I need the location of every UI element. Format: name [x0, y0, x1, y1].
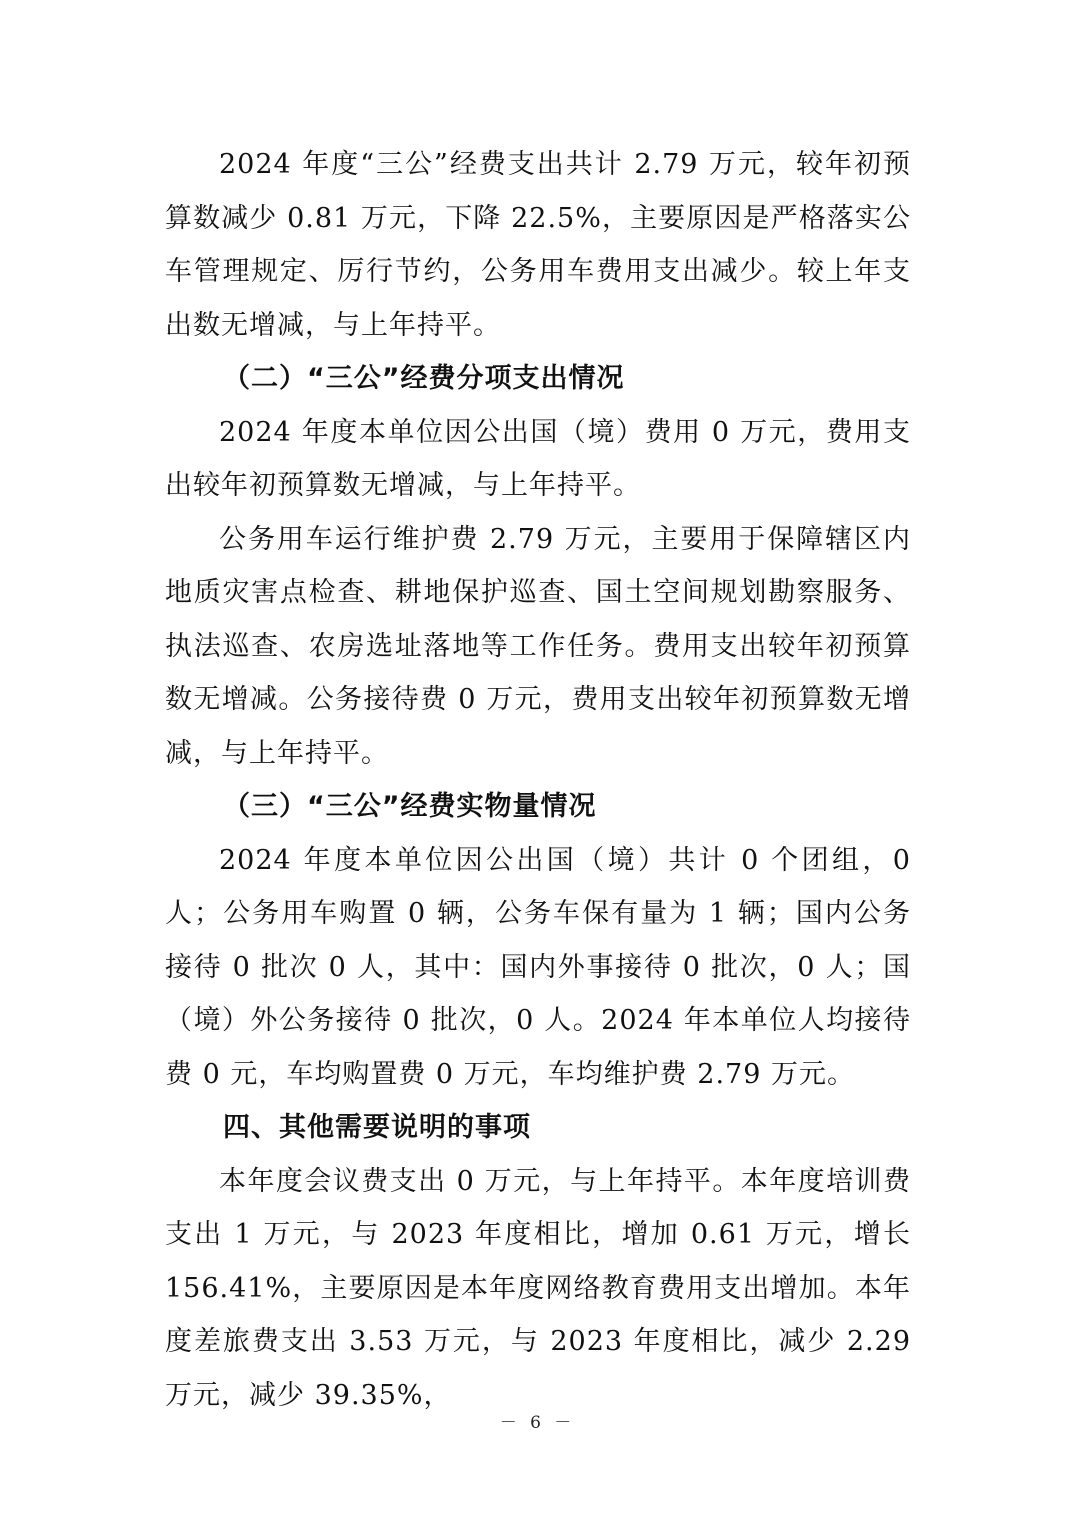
paragraph-vehicle-reception-expense: 公务用车运行维护费 2.79 万元，主要用于保障辖区内地质灾害点检查、耕地保护巡查、国土空间规划勘察服务、执法巡查、农房选址落地等工作任务。费用支出较年初预算数无增减。公务接待费 0 万元，费用支出较年初预算数无增减，与上年持平。: [165, 523, 911, 769]
section-heading-other-matters: 四、其他需要说明的事项: [223, 1112, 531, 1143]
paragraph-physical-quantity: 2024 年度本单位因公出国（境）共计 0 个团组，0 人；公务用车购置 0 辆，公务车保有量为 1 辆；国内公务接待 0 批次 0 人，其中：国内外事接待 0 批次，0 人；国（境）外公务接待 0 批次，0 人。2024 年本单位人均接待费 0 元，车均购置费 0 万元，车均维护费 2.79 万元。: [165, 844, 911, 1090]
paragraph-other-matters: 本年度会议费支出 0 万元，与上年持平。本年度培训费支出 1 万元，与 2023 年度相比，增加 0.61 万元，增长 156.41%，主要原因是本年度网络教育费用支出增加。本年度差旅费支出 3.53 万元，与 2023 年度相比，减少 2.29 万元，减少 39.35%，: [165, 1165, 911, 1411]
paragraph-overseas-expense: 2024 年度本单位因公出国（境）费用 0 万元，费用支出较年初预算数无增减，与上年持平。: [165, 416, 911, 501]
section-heading-physical-quantity: （三）“三公”经费实物量情况: [223, 791, 597, 822]
section-heading-itemized-expense: （二）“三公”经费分项支出情况: [223, 363, 625, 394]
document-page: [165, 138, 911, 1422]
page-number: － 6 －: [499, 1413, 576, 1433]
paragraph-total-expense: 2024 年度“三公”经费支出共计 2.79 万元，较年初预算数减少 0.81 万元，下降 22.5%，主要原因是严格落实公车管理规定、厉行节约，公务用车费用支出减少。较上年支出数无增减，与上年持平。: [165, 149, 911, 341]
